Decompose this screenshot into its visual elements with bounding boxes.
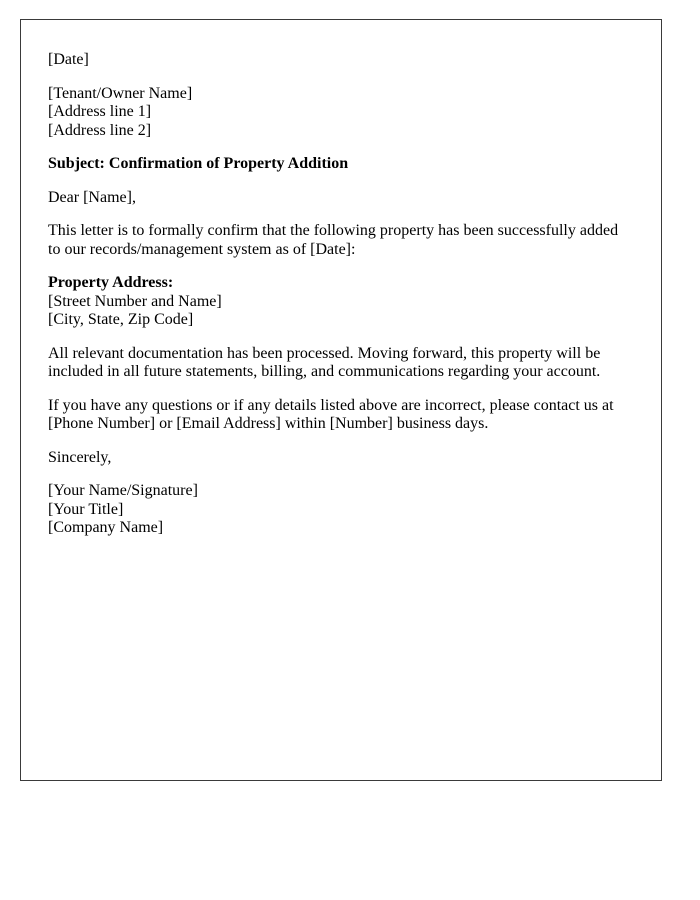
contact-paragraph: If you have any questions or if any details listed above are incorrect, please contact us at [Phone Number] or [Email Address] within [Number] business days.: [48, 396, 614, 432]
recipient-address-block: [48, 85, 623, 141]
recipient-address-line-2: [Address line 2]: [48, 121, 152, 139]
property-address-block: [48, 274, 623, 330]
signature-company: [Company Name]: [48, 519, 164, 536]
signature-block: [48, 482, 623, 538]
recipient-address-line-1: [Address line 1]: [48, 103, 152, 120]
salutation: Dear [Name],: [48, 188, 136, 206]
property-address-city-state-zip: [City, State, Zip Code]: [48, 311, 194, 328]
intro-paragraph: This letter is to formally confirm that the following property has been successfully added to our records/management system as of [Date]:: [48, 222, 619, 258]
property-address-street: [Street Number and Name]: [48, 292, 222, 310]
documentation-paragraph: All relevant documentation has been processed. Moving forward, this property will be included in all future statements, billing, and communications regarding your account.: [48, 344, 601, 380]
recipient-name: [Tenant/Owner Name]: [48, 84, 193, 102]
letter-page: [20, 19, 662, 781]
date-placeholder: [Date]: [48, 51, 89, 68]
signature-title: [Your Title]: [48, 500, 124, 518]
property-address-heading: Property Address:: [48, 274, 174, 291]
closing: Sincerely,: [48, 448, 112, 466]
subject-line: Subject: Confirmation of Property Addition: [48, 155, 349, 172]
signature-name: [Your Name/Signature]: [48, 482, 198, 499]
